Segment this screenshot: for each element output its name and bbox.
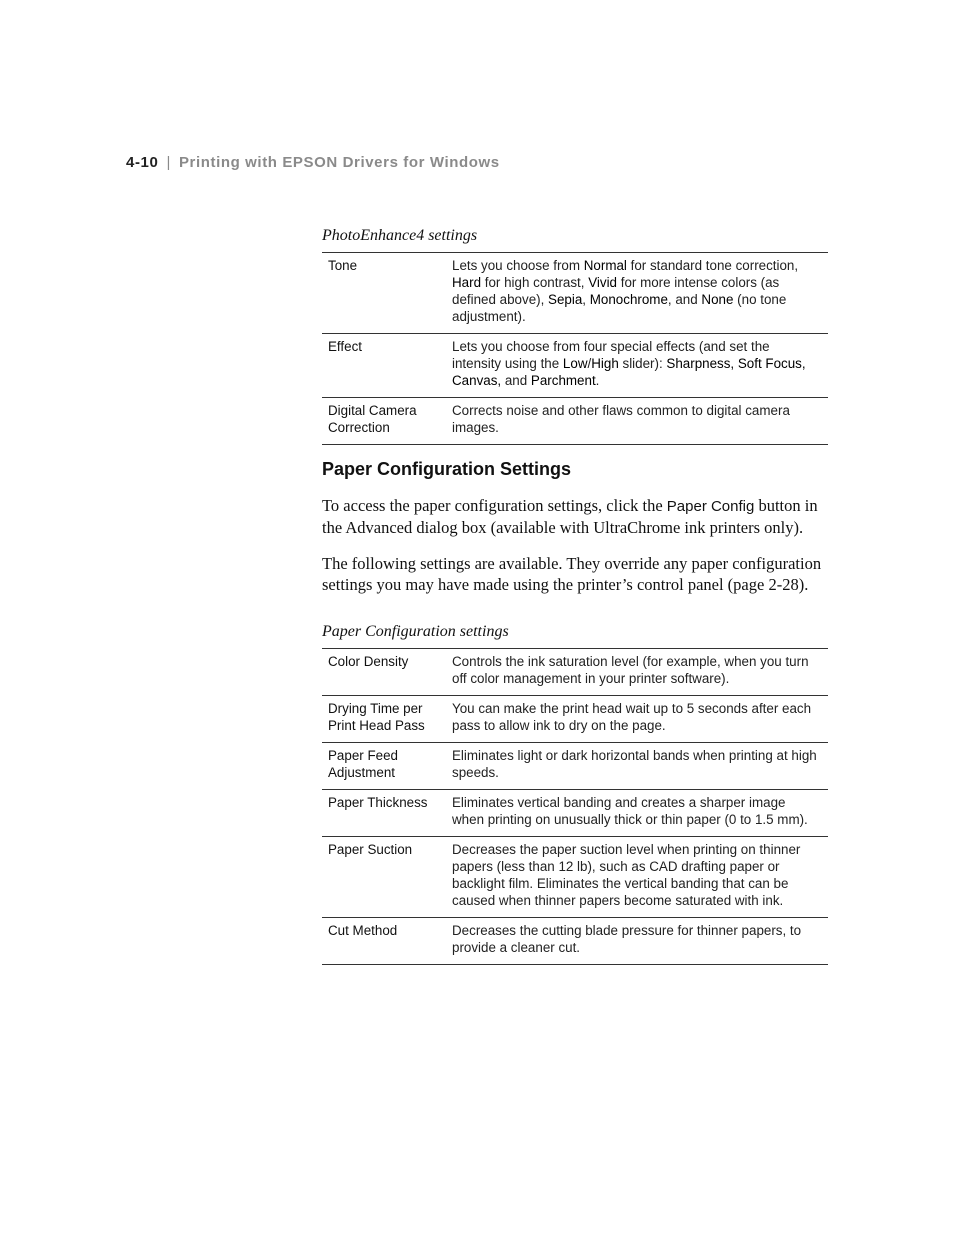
text-run: Decreases the cutting blade pressure for thinner papers, to provide a cleaner cut. [452, 923, 802, 955]
text-run: (no tone adjustment). [452, 292, 787, 324]
text-run: You can make the print head wait up to 5 seconds after each pass to allow ink to dry on the page. [452, 701, 812, 733]
paper-config-caption: Paper Configuration settings [322, 623, 509, 640]
ui-term: Sharpness, Soft Focus, Canvas, [452, 356, 806, 388]
setting-name: Digital Camera Correction [328, 403, 417, 435]
table-row [322, 837, 828, 918]
ui-term: High [591, 356, 619, 371]
setting-name: Color Density [328, 654, 409, 669]
text-run: for more intense colors (as defined above), [452, 275, 780, 307]
paragraph-access [322, 495, 832, 538]
setting-description [440, 649, 828, 696]
text-run: , [582, 292, 590, 307]
photoenhance-caption: PhotoEnhance4 settings [322, 227, 478, 244]
text-run: button in the Advanced dialog box (available with UltraChrome ink printers only). [322, 496, 818, 537]
setting-description [440, 743, 828, 790]
section-heading: Paper Configuration Settings [322, 459, 572, 479]
setting-name: Paper Feed Adjustment [328, 748, 398, 780]
text-run: Controls the ink saturation level (for example, when you turn off color management in your printer software). [452, 654, 809, 686]
table-row [322, 696, 828, 743]
table-row [322, 334, 828, 398]
setting-description [440, 253, 828, 334]
text-run: The following settings are available. They override any paper configuration settings you may have made using the printer’s control panel (page 2-28). [322, 554, 822, 594]
setting-description [440, 837, 828, 918]
ui-term: Paper Config [666, 498, 755, 515]
ui-term: Vivid [588, 275, 618, 290]
setting-name: Tone [328, 258, 358, 273]
setting-description [440, 334, 828, 398]
ui-term: Normal [583, 258, 627, 273]
table-row [322, 253, 828, 334]
header-separator: | [166, 154, 171, 171]
page-number: 4-10 [126, 154, 159, 171]
ui-term: Low [562, 356, 588, 371]
table-row [322, 790, 828, 837]
setting-name: Paper Suction [328, 842, 413, 857]
photoenhance-table [322, 252, 828, 445]
table-row [322, 743, 828, 790]
table-row [322, 398, 828, 445]
setting-name: Cut Method [328, 923, 398, 938]
text-run: and [501, 373, 531, 388]
text-run: Decreases the paper suction level when printing on thinner papers (less than 12 lb), such as CAD drafting paper or backlight film. Eliminates the vertical banding that can be caused when thinner papers become saturated with ink. [452, 842, 801, 908]
text-run: Corrects noise and other flaws common to digital camera images. [452, 403, 790, 435]
ui-term: Monochrome [589, 292, 668, 307]
ui-term: Hard [452, 275, 482, 290]
text-run: Lets you choose from [452, 258, 584, 273]
setting-description [440, 696, 828, 743]
text-run: Lets you choose from four special effects (and set the intensity using the [452, 339, 770, 371]
text-run: To access the paper configuration settings, click the [322, 496, 667, 515]
text-run: slider): [618, 356, 667, 371]
text-run: for high contrast, [481, 275, 589, 290]
paper-config-table [322, 648, 828, 965]
text-run: for standard tone correction, [626, 258, 799, 273]
paragraph-available [322, 553, 832, 595]
text-run: Eliminates vertical banding and creates a sharper image when printing on unusually thick or thin paper (0 to 1.5 mm). [452, 795, 808, 827]
text-run: , and [667, 292, 702, 307]
table-row [322, 649, 828, 696]
ui-term: Sepia [548, 292, 583, 307]
setting-description [440, 790, 828, 837]
ui-term: Parchment [530, 373, 596, 388]
text-run: . [595, 373, 600, 388]
setting-name: Drying Time per Print Head Pass [328, 701, 425, 733]
setting-name: Paper Thickness [328, 795, 428, 810]
setting-description [440, 398, 828, 445]
chapter-title: Printing with EPSON Drivers for Windows [178, 154, 500, 171]
table-row [322, 918, 828, 965]
running-head [126, 154, 500, 171]
setting-description [440, 918, 828, 965]
text-run: Eliminates light or dark horizontal bands when printing at high speeds. [452, 748, 817, 780]
text-run: / [587, 356, 592, 371]
ui-term: None [701, 292, 734, 307]
setting-name: Effect [328, 339, 362, 354]
